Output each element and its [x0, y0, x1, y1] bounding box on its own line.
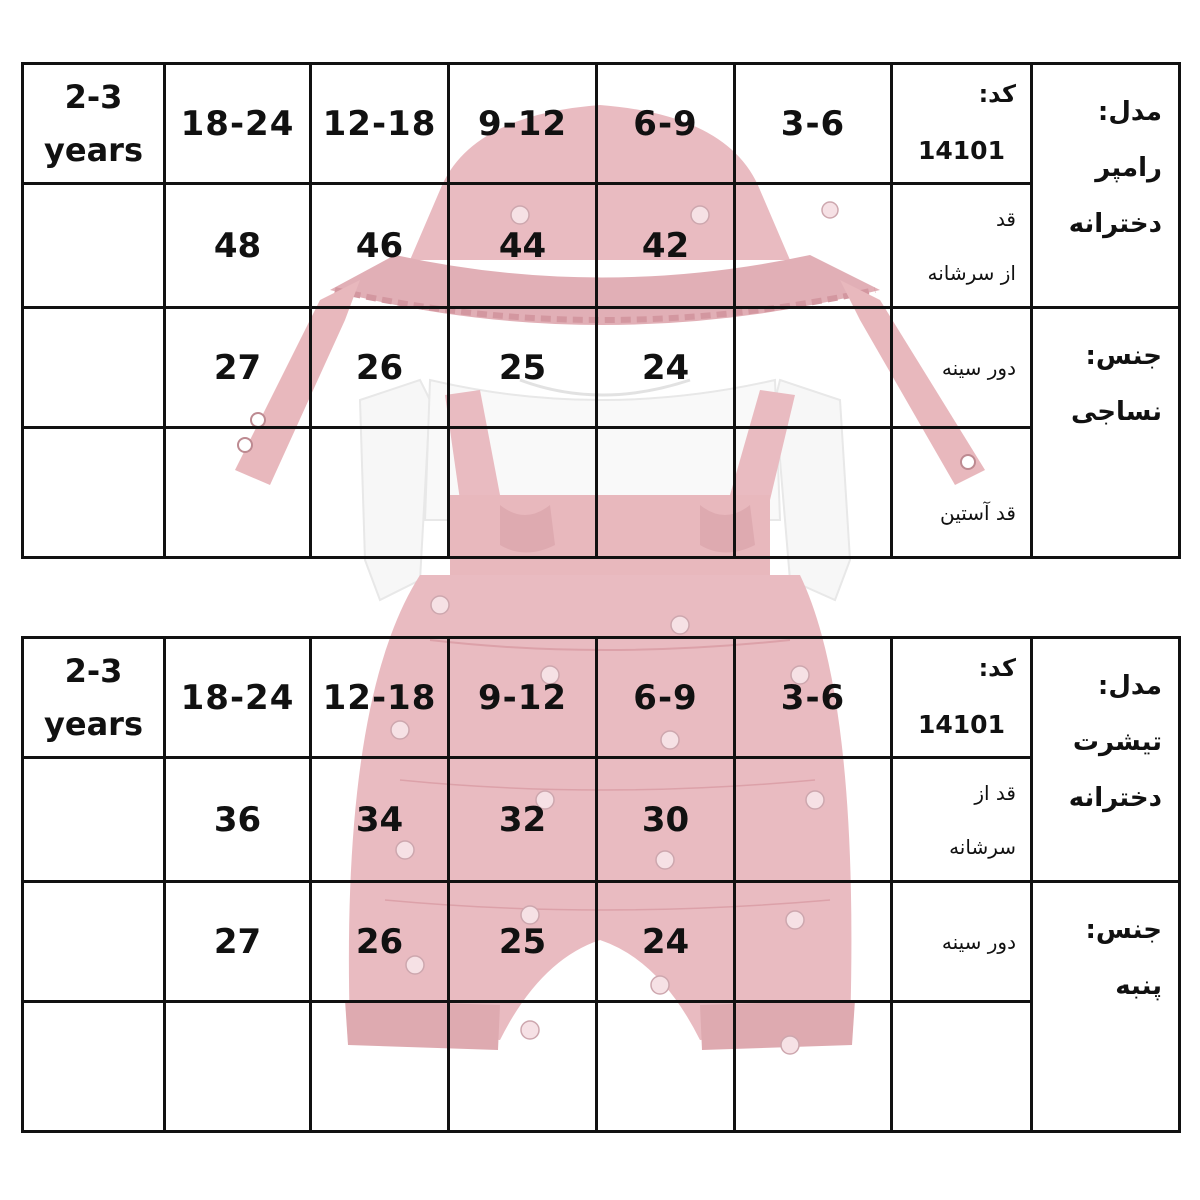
material-info: جنس: پنبه [1032, 882, 1180, 1132]
table-cell [449, 1002, 597, 1132]
row-label-length: قد از سرشانه [892, 758, 1032, 882]
table-row [23, 428, 1180, 558]
size-3-6: 3-6 [735, 64, 892, 184]
table-row [23, 308, 1180, 428]
size-12-18: 12-18 [311, 64, 449, 184]
size-6-9: 6-9 [597, 638, 735, 758]
product-code: کد: 14101 [892, 638, 1032, 758]
table-cell: 26 [311, 882, 449, 1002]
size-9-12: 9-12 [449, 64, 597, 184]
table-cell: 32 [449, 758, 597, 882]
size-table-tshirt [21, 636, 1181, 1133]
model-info: مدل: تیشرت دخترانه [1032, 638, 1180, 882]
table-cell [735, 184, 892, 308]
table-cell [23, 882, 165, 1002]
row-label-chest: دور سینه [892, 308, 1032, 428]
table-cell [449, 428, 597, 558]
row-label-empty [892, 1002, 1032, 1132]
table-cell [311, 428, 449, 558]
size-2-3-years: 2-3 years [23, 64, 165, 184]
table-cell: 27 [165, 308, 311, 428]
table-row [23, 184, 1180, 308]
table-cell [23, 758, 165, 882]
table-cell: 42 [597, 184, 735, 308]
row-label-chest: دور سینه [892, 882, 1032, 1002]
product-code: کد: 14101 [892, 64, 1032, 184]
table-cell: 44 [449, 184, 597, 308]
table-row [23, 758, 1180, 882]
size-2-3-years: 2-3 years [23, 638, 165, 758]
table-cell: 26 [311, 308, 449, 428]
size-6-9: 6-9 [597, 64, 735, 184]
table-cell [735, 428, 892, 558]
table-cell [311, 1002, 449, 1132]
row-label-sleeve: قد آستین [892, 428, 1032, 558]
material-info: جنس: نساجی [1032, 308, 1180, 558]
table-cell [735, 882, 892, 1002]
table-cell: 24 [597, 882, 735, 1002]
table-cell [735, 1002, 892, 1132]
size-18-24: 18-24 [165, 64, 311, 184]
size-18-24: 18-24 [165, 638, 311, 758]
table-cell: 25 [449, 882, 597, 1002]
table-cell [597, 1002, 735, 1132]
table-row [23, 882, 1180, 1002]
table-cell [597, 428, 735, 558]
size-header-row [23, 638, 1180, 758]
size-header-row [23, 64, 1180, 184]
row-label-length: قد از سرشانه [892, 184, 1032, 308]
table-cell: 46 [311, 184, 449, 308]
table-cell [165, 428, 311, 558]
table-cell: 24 [597, 308, 735, 428]
size-3-6: 3-6 [735, 638, 892, 758]
table-cell [23, 428, 165, 558]
size-12-18: 12-18 [311, 638, 449, 758]
table-cell [165, 1002, 311, 1132]
table-cell: 34 [311, 758, 449, 882]
table-cell [735, 308, 892, 428]
table-cell [735, 758, 892, 882]
table-cell [23, 184, 165, 308]
model-info: مدل: رامپر دخترانه [1032, 64, 1180, 308]
table-cell: 36 [165, 758, 311, 882]
table-cell [23, 308, 165, 428]
table-cell: 27 [165, 882, 311, 1002]
table-cell: 48 [165, 184, 311, 308]
size-table-romper [21, 62, 1181, 559]
table-cell: 30 [597, 758, 735, 882]
table-row [23, 1002, 1180, 1132]
table-cell [23, 1002, 165, 1132]
size-9-12: 9-12 [449, 638, 597, 758]
table-cell: 25 [449, 308, 597, 428]
